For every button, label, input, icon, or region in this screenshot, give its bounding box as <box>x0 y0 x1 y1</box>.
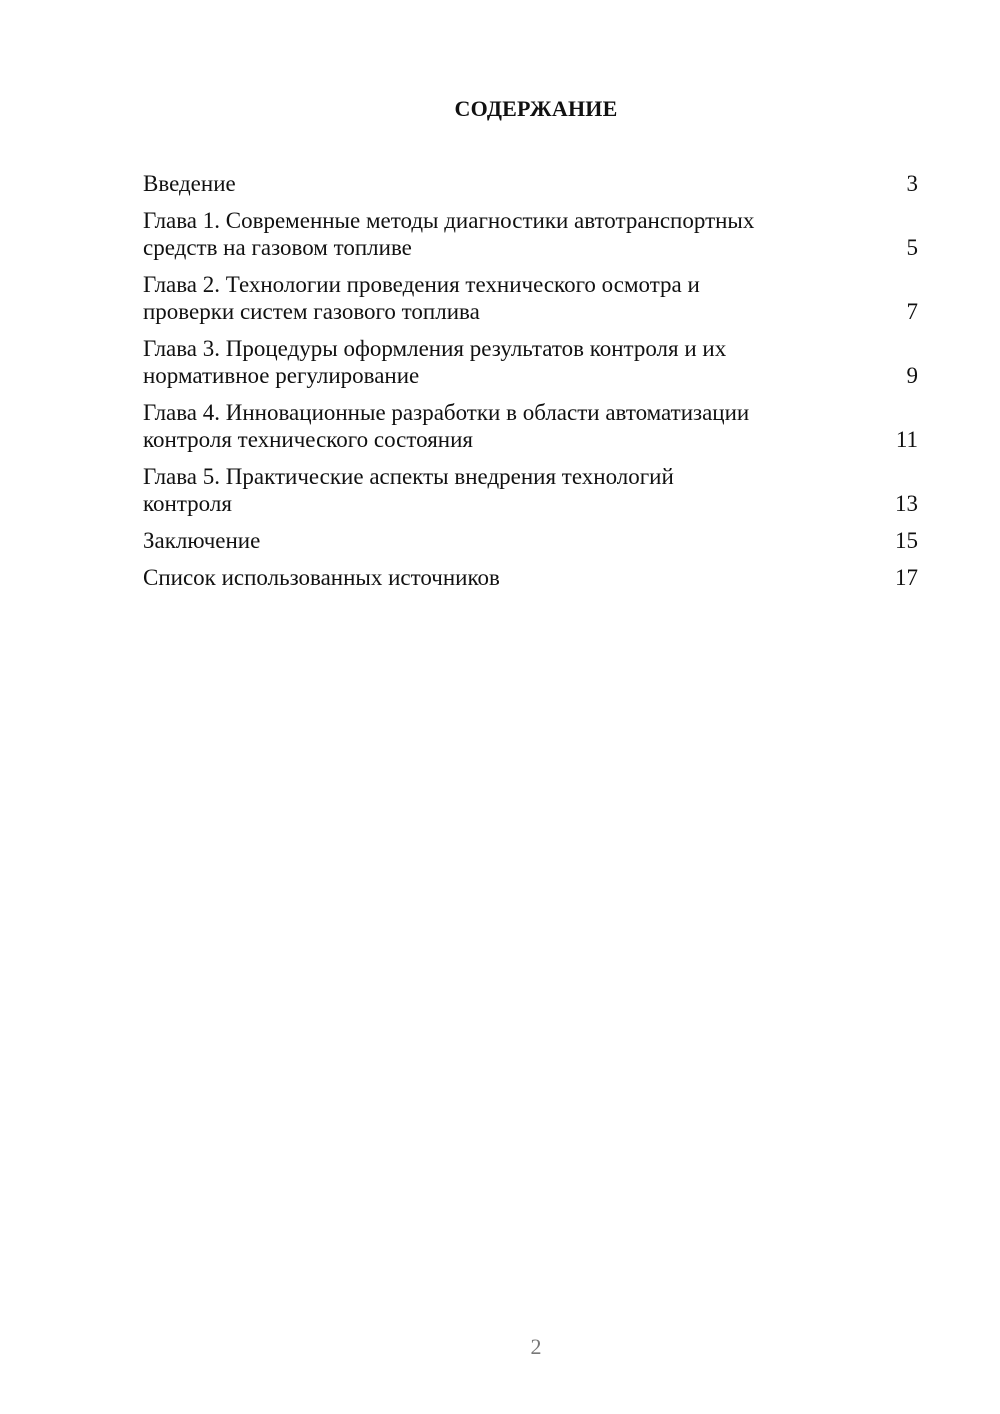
toc-entry-page: 7 <box>906 299 918 324</box>
toc-entry-title-line: Заключение <box>143 528 261 553</box>
toc-entry <box>143 463 918 517</box>
toc-entry-title-line: Глава 2. Технологии проведения технического осмотра и <box>143 272 700 297</box>
toc-entry <box>143 271 918 325</box>
toc-entry <box>143 207 918 261</box>
page-number: 2 <box>530 1334 542 1359</box>
toc-entry-title <box>143 527 260 554</box>
toc-entry <box>143 527 918 554</box>
toc-entry-title-line: Глава 4. Инновационные разработки в области автоматизации <box>143 400 750 425</box>
page-title: СОДЕРЖАНИЕ <box>454 96 618 121</box>
toc-entry-title-line: контроля <box>143 491 232 516</box>
toc-entry <box>143 399 918 453</box>
toc-entry-page: 11 <box>895 427 918 452</box>
toc-entry-title-line: Глава 1. Современные методы диагностики автотранспортных <box>143 208 755 233</box>
toc-entry-title <box>143 335 726 389</box>
toc-entry-title <box>143 170 236 197</box>
toc-entry-title-line: проверки систем газового топлива <box>143 299 480 324</box>
toc-entry-title <box>143 463 674 517</box>
toc-entry-page: 15 <box>895 528 918 553</box>
toc-entry-title <box>143 399 749 453</box>
toc-entry-title <box>143 271 700 325</box>
toc-entry-page: 5 <box>906 235 918 260</box>
toc-entry-title-line: контроля технического состояния <box>143 427 473 452</box>
toc-entry-title <box>143 207 754 261</box>
toc-entry-page: 3 <box>906 171 918 196</box>
toc-entry <box>143 170 918 197</box>
toc-entry-title-line: Введение <box>143 171 236 196</box>
toc-entry-page: 17 <box>895 565 918 590</box>
toc-entry-title-line: Глава 5. Практические аспекты внедрения технологий <box>143 464 674 489</box>
toc-entry-title <box>143 564 500 591</box>
toc-entry-page: 9 <box>906 363 918 388</box>
toc-entry-title-line: Список использованных источников <box>143 565 500 590</box>
toc-entry-page: 13 <box>895 491 918 516</box>
toc-entry <box>143 564 918 591</box>
toc-entry <box>143 335 918 389</box>
toc-entry-title-line: нормативное регулирование <box>143 363 420 388</box>
toc-entry-title-line: средств на газовом топливе <box>143 235 412 260</box>
toc-entry-title-line: Глава 3. Процедуры оформления результатов контроля и их <box>143 336 727 361</box>
table-of-contents <box>143 170 918 601</box>
